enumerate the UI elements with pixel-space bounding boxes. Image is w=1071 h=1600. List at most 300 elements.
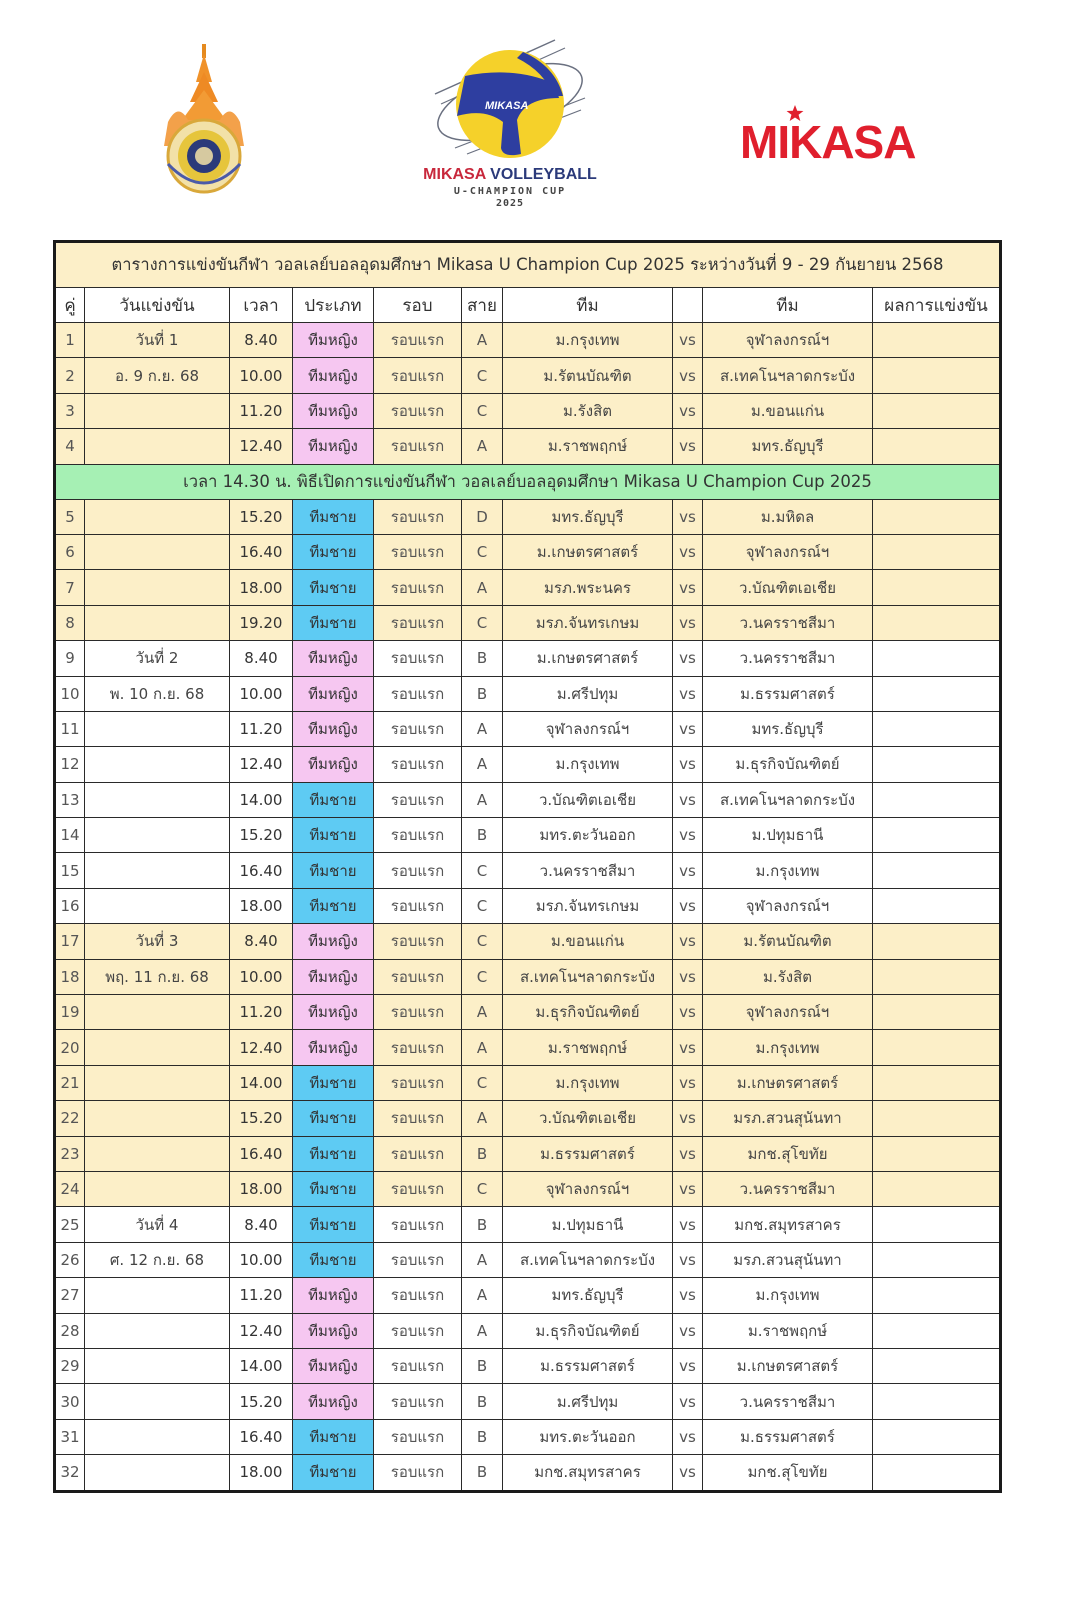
match-number: 18 (55, 959, 85, 994)
match-number: 31 (55, 1419, 85, 1454)
match-date (85, 818, 230, 853)
match-time: 11.20 (230, 711, 293, 746)
match-time: 8.40 (230, 1207, 293, 1242)
event-logo-subtitle: U-CHAMPION CUP (453, 186, 567, 197)
match-group: B (462, 1419, 503, 1454)
match-group: A (462, 1313, 503, 1348)
table-row (55, 1101, 1001, 1136)
table-row (55, 818, 1001, 853)
match-date (85, 1171, 230, 1206)
team-a: ม.ขอนแก่น (503, 924, 673, 959)
header-group: สาย (462, 288, 503, 323)
vs-label: vs (673, 358, 703, 393)
table-row (55, 1207, 1001, 1242)
match-category: ทีมหญิง (293, 995, 374, 1030)
match-round: รอบแรก (374, 818, 462, 853)
team-b: จุฬาลงกรณ์ฯ (703, 534, 873, 569)
vs-label: vs (673, 499, 703, 534)
match-date (85, 1136, 230, 1171)
table-row (55, 711, 1001, 746)
match-date (85, 534, 230, 569)
header-date: วันแข่งขัน (85, 288, 230, 323)
match-category: ทีมชาย (293, 534, 374, 569)
match-result (873, 358, 1001, 393)
match-result (873, 570, 1001, 605)
team-b: ม.ธรรมศาสตร์ (703, 1419, 873, 1454)
match-date (85, 605, 230, 640)
table-row (55, 1455, 1001, 1491)
header-team-b: ทีม (703, 288, 873, 323)
team-b: ม.ปทุมธานี (703, 818, 873, 853)
team-b: มกช.สุโขทัย (703, 1136, 873, 1171)
match-category: ทีมหญิง (293, 747, 374, 782)
match-group: C (462, 534, 503, 569)
match-time: 16.40 (230, 534, 293, 569)
match-round: รอบแรก (374, 358, 462, 393)
table-row (55, 782, 1001, 817)
match-round: รอบแรก (374, 995, 462, 1030)
match-round: รอบแรก (374, 1065, 462, 1100)
match-category: ทีมชาย (293, 499, 374, 534)
match-number: 20 (55, 1030, 85, 1065)
match-number: 27 (55, 1278, 85, 1313)
match-round: รอบแรก (374, 1136, 462, 1171)
match-time: 18.00 (230, 1455, 293, 1491)
match-group: A (462, 570, 503, 605)
match-group: C (462, 888, 503, 923)
match-number: 12 (55, 747, 85, 782)
match-date (85, 1030, 230, 1065)
match-result (873, 499, 1001, 534)
table-row (55, 393, 1001, 428)
match-time: 15.20 (230, 499, 293, 534)
match-date: วันที่ 1 (85, 323, 230, 358)
table-row (55, 1348, 1001, 1383)
match-number: 24 (55, 1171, 85, 1206)
team-b: ม.รังสิต (703, 959, 873, 994)
match-date: ศ. 12 ก.ย. 68 (85, 1242, 230, 1277)
match-result (873, 641, 1001, 676)
match-round: รอบแรก (374, 959, 462, 994)
mikasa-brand-logo (740, 105, 940, 168)
team-b: มรภ.สวนสุนันทา (703, 1242, 873, 1277)
match-time: 18.00 (230, 888, 293, 923)
table-row (55, 429, 1001, 464)
match-result (873, 711, 1001, 746)
match-date (85, 747, 230, 782)
match-category: ทีมหญิง (293, 358, 374, 393)
match-group: C (462, 1171, 503, 1206)
match-group: B (462, 1455, 503, 1491)
team-a: ม.ธุรกิจบัณฑิตย์ (503, 1313, 673, 1348)
table-row (55, 1278, 1001, 1313)
match-round: รอบแรก (374, 605, 462, 640)
table-row (55, 1136, 1001, 1171)
team-a: ม.รัตนบัณฑิต (503, 358, 673, 393)
match-time: 16.40 (230, 853, 293, 888)
match-time: 19.20 (230, 605, 293, 640)
match-result (873, 782, 1001, 817)
vs-label: vs (673, 959, 703, 994)
match-group: C (462, 1065, 503, 1100)
match-result (873, 1242, 1001, 1277)
match-result (873, 676, 1001, 711)
team-a: มทร.ตะวันออก (503, 1419, 673, 1454)
team-a: มรภ.พระนคร (503, 570, 673, 605)
match-number: 11 (55, 711, 85, 746)
match-date (85, 888, 230, 923)
team-b: ว.นครราชสีมา (703, 641, 873, 676)
team-b: จุฬาลงกรณ์ฯ (703, 995, 873, 1030)
team-b: มกช.สมุทรสาคร (703, 1207, 873, 1242)
match-result (873, 393, 1001, 428)
match-category: ทีมหญิง (293, 393, 374, 428)
match-date: อ. 9 ก.ย. 68 (85, 358, 230, 393)
match-time: 15.20 (230, 1384, 293, 1419)
match-round: รอบแรก (374, 747, 462, 782)
team-a: ม.เกษตรศาสตร์ (503, 534, 673, 569)
match-result (873, 1419, 1001, 1454)
match-time: 8.40 (230, 323, 293, 358)
match-result (873, 818, 1001, 853)
match-number: 29 (55, 1348, 85, 1383)
table-row (55, 888, 1001, 923)
match-date: วันที่ 2 (85, 641, 230, 676)
vs-label: vs (673, 1065, 703, 1100)
team-a: ม.เกษตรศาสตร์ (503, 641, 673, 676)
match-result (873, 1030, 1001, 1065)
vs-label: vs (673, 1136, 703, 1171)
match-number: 26 (55, 1242, 85, 1277)
match-result (873, 1207, 1001, 1242)
match-round: รอบแรก (374, 1313, 462, 1348)
team-b: ม.กรุงเทพ (703, 1030, 873, 1065)
match-result (873, 605, 1001, 640)
vs-label: vs (673, 570, 703, 605)
match-date (85, 1455, 230, 1491)
match-group: A (462, 1030, 503, 1065)
match-number: 23 (55, 1136, 85, 1171)
match-time: 15.20 (230, 818, 293, 853)
vs-label: vs (673, 323, 703, 358)
event-logo (405, 36, 615, 214)
table-row (55, 924, 1001, 959)
match-date (85, 1101, 230, 1136)
team-b: ม.ธรรมศาสตร์ (703, 676, 873, 711)
match-round: รอบแรก (374, 534, 462, 569)
match-category: ทีมหญิง (293, 641, 374, 676)
table-title-row (55, 242, 1001, 288)
match-round: รอบแรก (374, 711, 462, 746)
team-a: ม.ธรรมศาสตร์ (503, 1136, 673, 1171)
team-a: จุฬาลงกรณ์ฯ (503, 711, 673, 746)
match-round: รอบแรก (374, 888, 462, 923)
match-time: 8.40 (230, 641, 293, 676)
table-title: ตารางการแข่งขันกีฬา วอลเลย์บอลอุดมศึกษา Mikasa U Champion Cup 2025 ระหว่างวันที่ 9 - 29 กันยายน 2568 (55, 242, 1001, 288)
match-group: A (462, 782, 503, 817)
match-group: B (462, 641, 503, 676)
vs-label: vs (673, 1242, 703, 1277)
table-row (55, 959, 1001, 994)
team-b: ม.มหิดล (703, 499, 873, 534)
match-round: รอบแรก (374, 1101, 462, 1136)
match-number: 32 (55, 1455, 85, 1491)
vs-label: vs (673, 1278, 703, 1313)
match-number: 16 (55, 888, 85, 923)
vs-label: vs (673, 1455, 703, 1491)
match-number: 22 (55, 1101, 85, 1136)
team-b: ม.รัตนบัณฑิต (703, 924, 873, 959)
team-b: ม.เกษตรศาสตร์ (703, 1065, 873, 1100)
opening-ceremony-row (55, 464, 1001, 499)
team-a: ม.กรุงเทพ (503, 1065, 673, 1100)
match-date (85, 782, 230, 817)
match-number: 4 (55, 429, 85, 464)
match-group: C (462, 605, 503, 640)
team-a: ม.ราชพฤกษ์ (503, 429, 673, 464)
vs-label: vs (673, 429, 703, 464)
team-a: มทร.ธัญบุรี (503, 499, 673, 534)
match-number: 8 (55, 605, 85, 640)
volleyball-icon (405, 36, 615, 164)
header-no: คู่ (55, 288, 85, 323)
header-team-a: ทีม (503, 288, 673, 323)
match-date: พ. 10 ก.ย. 68 (85, 676, 230, 711)
vs-label: vs (673, 1171, 703, 1206)
match-category: ทีมชาย (293, 782, 374, 817)
table-row (55, 1065, 1001, 1100)
table-header-row (55, 288, 1001, 323)
match-date: วันที่ 3 (85, 924, 230, 959)
team-a: มทร.ตะวันออก (503, 818, 673, 853)
brand-text: MIKASA (740, 116, 916, 168)
match-date (85, 570, 230, 605)
header-round: รอบ (374, 288, 462, 323)
match-time: 15.20 (230, 1101, 293, 1136)
match-result (873, 1348, 1001, 1383)
table-row (55, 641, 1001, 676)
vs-label: vs (673, 995, 703, 1030)
match-round: รอบแรก (374, 393, 462, 428)
match-category: ทีมชาย (293, 1171, 374, 1206)
match-time: 14.00 (230, 782, 293, 817)
match-schedule-table (53, 240, 1002, 1493)
match-result (873, 747, 1001, 782)
match-result (873, 1455, 1001, 1491)
match-round: รอบแรก (374, 1384, 462, 1419)
match-category: ทีมชาย (293, 888, 374, 923)
vs-label: vs (673, 676, 703, 711)
match-round: รอบแรก (374, 1278, 462, 1313)
match-category: ทีมหญิง (293, 959, 374, 994)
match-result (873, 1278, 1001, 1313)
match-number: 1 (55, 323, 85, 358)
match-group: A (462, 429, 503, 464)
opening-ceremony-banner: เวลา 14.30 น. พิธีเปิดการแข่งขันกีฬา วอลเลย์บอลอุดมศึกษา Mikasa U Champion Cup 2025 (55, 464, 1001, 499)
table-row (55, 1030, 1001, 1065)
match-group: B (462, 676, 503, 711)
team-a: ส.เทคโนฯลาดกระบัง (503, 959, 673, 994)
match-category: ทีมชาย (293, 570, 374, 605)
match-number: 5 (55, 499, 85, 534)
header-result: ผลการแข่งขัน (873, 288, 1001, 323)
vs-label: vs (673, 1313, 703, 1348)
table-row (55, 747, 1001, 782)
match-date (85, 499, 230, 534)
match-category: ทีมหญิง (293, 924, 374, 959)
event-logo-title (405, 166, 615, 184)
vs-label: vs (673, 534, 703, 569)
match-group: C (462, 959, 503, 994)
match-category: ทีมหญิง (293, 1384, 374, 1419)
match-time: 12.40 (230, 747, 293, 782)
match-group: B (462, 1348, 503, 1383)
match-date (85, 1278, 230, 1313)
match-category: ทีมชาย (293, 818, 374, 853)
match-round: รอบแรก (374, 499, 462, 534)
match-date: พฤ. 11 ก.ย. 68 (85, 959, 230, 994)
match-time: 12.40 (230, 1030, 293, 1065)
match-date (85, 1384, 230, 1419)
vs-label: vs (673, 1348, 703, 1383)
vs-label: vs (673, 924, 703, 959)
team-b: ม.ธุรกิจบัณฑิตย์ (703, 747, 873, 782)
table-row (55, 358, 1001, 393)
match-result (873, 924, 1001, 959)
team-b: มรภ.สวนสุนันทา (703, 1101, 873, 1136)
table-row (55, 1384, 1001, 1419)
team-b: มทร.ธัญบุรี (703, 429, 873, 464)
match-round: รอบแรก (374, 1207, 462, 1242)
match-group: A (462, 1242, 503, 1277)
team-a: ม.ธรรมศาสตร์ (503, 1348, 673, 1383)
table-row (55, 676, 1001, 711)
match-category: ทีมชาย (293, 1242, 374, 1277)
table-row (55, 499, 1001, 534)
team-a: ม.ปทุมธานี (503, 1207, 673, 1242)
match-group: B (462, 1207, 503, 1242)
match-result (873, 1065, 1001, 1100)
match-number: 10 (55, 676, 85, 711)
match-date (85, 1348, 230, 1383)
match-date (85, 853, 230, 888)
match-result (873, 1171, 1001, 1206)
team-a: ว.บัณฑิตเอเชีย (503, 1101, 673, 1136)
team-a: จุฬาลงกรณ์ฯ (503, 1171, 673, 1206)
match-category: ทีมหญิง (293, 711, 374, 746)
match-time: 14.00 (230, 1065, 293, 1100)
match-result (873, 1384, 1001, 1419)
team-b: ว.นครราชสีมา (703, 1384, 873, 1419)
match-date (85, 1065, 230, 1100)
vs-label: vs (673, 818, 703, 853)
match-number: 17 (55, 924, 85, 959)
logo-header (0, 0, 1071, 235)
table-row (55, 995, 1001, 1030)
team-b: ส.เทคโนฯลาดกระบัง (703, 782, 873, 817)
match-time: 11.20 (230, 995, 293, 1030)
match-number: 6 (55, 534, 85, 569)
match-number: 19 (55, 995, 85, 1030)
match-category: ทีมหญิง (293, 429, 374, 464)
team-a: มรภ.จันทรเกษม (503, 605, 673, 640)
header-time: เวลา (230, 288, 293, 323)
vs-label: vs (673, 711, 703, 746)
team-b: ส.เทคโนฯลาดกระบัง (703, 358, 873, 393)
team-a: ม.กรุงเทพ (503, 747, 673, 782)
match-category: ทีมชาย (293, 1207, 374, 1242)
match-round: รอบแรก (374, 924, 462, 959)
match-group: A (462, 711, 503, 746)
match-category: ทีมหญิง (293, 1278, 374, 1313)
match-result (873, 323, 1001, 358)
match-group: C (462, 393, 503, 428)
header-category: ประเภท (293, 288, 374, 323)
match-result (873, 959, 1001, 994)
team-a: ม.ราชพฤกษ์ (503, 1030, 673, 1065)
team-b: มกช.สุโขทัย (703, 1455, 873, 1491)
table-row (55, 853, 1001, 888)
match-group: A (462, 747, 503, 782)
team-b: ว.นครราชสีมา (703, 1171, 873, 1206)
match-category: ทีมชาย (293, 1419, 374, 1454)
event-logo-year: 2025 (495, 198, 525, 209)
team-a: มทร.ธัญบุรี (503, 1278, 673, 1313)
match-time: 11.20 (230, 393, 293, 428)
match-round: รอบแรก (374, 641, 462, 676)
match-number: 9 (55, 641, 85, 676)
match-number: 7 (55, 570, 85, 605)
match-result (873, 1313, 1001, 1348)
table-row (55, 1171, 1001, 1206)
match-round: รอบแรก (374, 429, 462, 464)
team-a: ว.นครราชสีมา (503, 853, 673, 888)
match-time: 8.40 (230, 924, 293, 959)
match-date (85, 1313, 230, 1348)
match-category: ทีมหญิง (293, 323, 374, 358)
team-b: ว.บัณฑิตเอเชีย (703, 570, 873, 605)
match-category: ทีมชาย (293, 605, 374, 640)
match-time: 16.40 (230, 1419, 293, 1454)
match-category: ทีมหญิง (293, 1348, 374, 1383)
match-time: 14.00 (230, 1348, 293, 1383)
team-a: ส.เทคโนฯลาดกระบัง (503, 1242, 673, 1277)
match-round: รอบแรก (374, 676, 462, 711)
vs-label: vs (673, 1384, 703, 1419)
match-result (873, 534, 1001, 569)
match-round: รอบแรก (374, 1348, 462, 1383)
match-round: รอบแรก (374, 323, 462, 358)
match-result (873, 1101, 1001, 1136)
match-number: 25 (55, 1207, 85, 1242)
match-time: 10.00 (230, 676, 293, 711)
match-time: 10.00 (230, 959, 293, 994)
team-b: จุฬาลงกรณ์ฯ (703, 323, 873, 358)
vs-label: vs (673, 393, 703, 428)
table-row (55, 1313, 1001, 1348)
match-number: 21 (55, 1065, 85, 1100)
event-logo-title-red: MIKASA (423, 166, 486, 183)
vs-label: vs (673, 1207, 703, 1242)
vs-label: vs (673, 641, 703, 676)
match-group: C (462, 924, 503, 959)
match-round: รอบแรก (374, 570, 462, 605)
match-time: 18.00 (230, 570, 293, 605)
vs-label: vs (673, 782, 703, 817)
match-result (873, 995, 1001, 1030)
table-row (55, 1419, 1001, 1454)
team-a: ว.บัณฑิตเอเชีย (503, 782, 673, 817)
